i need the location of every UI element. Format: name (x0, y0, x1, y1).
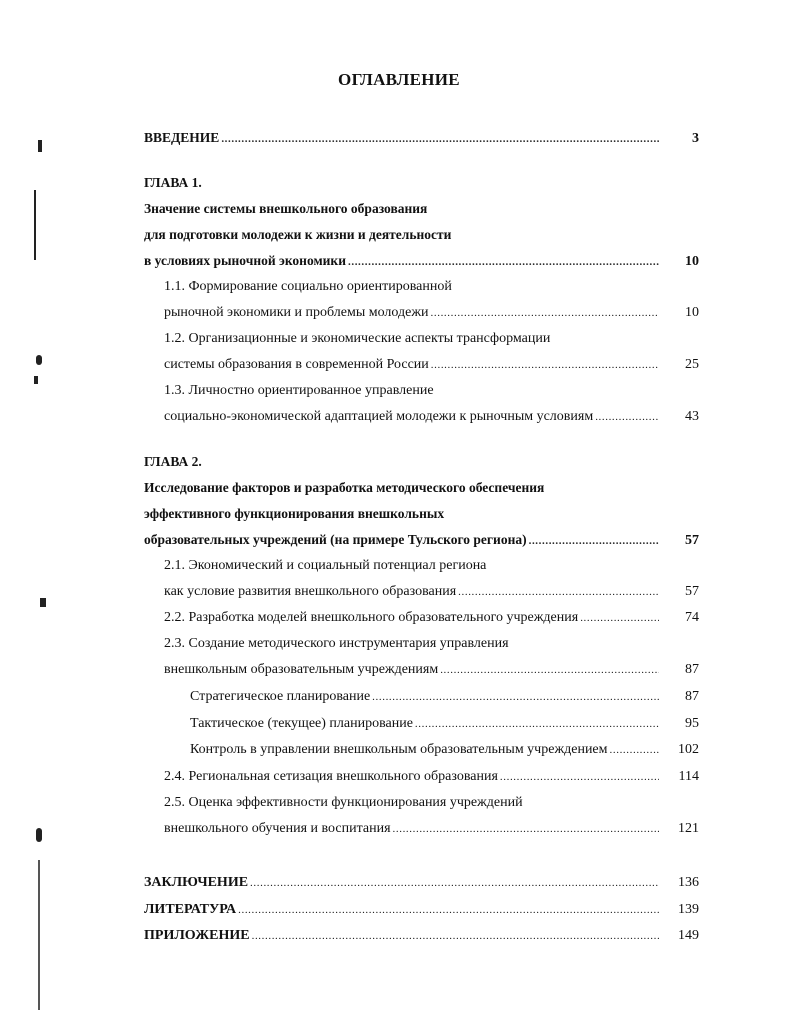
chapter-2-title-line: Исследование факторов и разработка методического обеспечения (144, 480, 545, 495)
scan-artifact (36, 355, 42, 365)
toc-entry-subsection: Тактическое (текущее) планирование ..... 95 (190, 714, 699, 734)
scan-artifact (36, 828, 42, 842)
section-2-5-line: 2.5. Оценка эффективности функционирования учреждений (164, 795, 523, 810)
scan-artifact (38, 860, 40, 1010)
section-1-1-line: 1.1. Формирование социально ориентированной (164, 279, 452, 294)
toc-entry-literature: ЛИТЕРАТУРА ..... 139 (144, 900, 699, 920)
page-title: ОГЛАВЛЕНИЕ (338, 70, 460, 89)
section-1-2-line: 1.2. Организационные и экономические аспекты трансформации (164, 331, 551, 346)
toc-entry-section-2-3: внешкольным образовательным учреждениям ..... 87 (164, 660, 699, 680)
scan-artifact (40, 598, 46, 607)
toc-entry-intro: ВВЕДЕНИЕ ..... 3 (144, 128, 699, 148)
chapter-2-title-line: эффективного функционирования внешкольных (144, 506, 445, 521)
section-2-1-line: 2.1. Экономический и социальный потенциал региона (164, 558, 487, 573)
toc-entry-subsection: Стратегическое планирование ..... 87 (190, 687, 699, 707)
toc-entry-section-2-4: 2.4. Региональная сетизация внешкольного образования ..... 114 (164, 767, 699, 787)
chapter-2-heading: ГЛАВА 2. (144, 454, 202, 469)
toc-entry-chapter-2: образовательных учреждений (на примере Тульского региона) ..... 57 (144, 530, 699, 550)
toc-entry-section-1-3: социально-экономической адаптацией молодежи к рыночным условиям ..... 43 (164, 407, 699, 427)
scan-artifact (34, 376, 38, 384)
toc-entry-appendix: ПРИЛОЖЕНИЕ ..... 149 (144, 926, 699, 946)
scan-artifact (38, 140, 42, 152)
toc-entry-subsection: Контроль в управлении внешкольным образовательным учреждением ..... 102 (190, 740, 699, 760)
toc-entry-conclusion: ЗАКЛЮЧЕНИЕ ..... 136 (144, 873, 699, 893)
toc-entry-section-2-1: как условие развития внешкольного образования ..... 57 (164, 582, 699, 602)
scan-artifact (34, 190, 36, 260)
toc-entry-section-1-2: системы образования в современной России ..... 25 (164, 355, 699, 375)
toc-entry-section-1-1: рыночной экономики и проблемы молодежи ..... 10 (164, 303, 699, 323)
toc-entry-section-2-5: внешкольного обучения и воспитания ..... 121 (164, 819, 699, 839)
chapter-1-title-line: Значение системы внешкольного образования (144, 201, 428, 216)
section-2-3-line: 2.3. Создание методического инструментария управления (164, 636, 509, 651)
chapter-1-heading: ГЛАВА 1. (144, 175, 202, 190)
toc-entry-chapter-1: в условиях рыночной экономики ..... 10 (144, 251, 699, 271)
section-1-3-line: 1.3. Личностно ориентированное управление (164, 383, 434, 398)
chapter-1-title-line: для подготовки молодежи к жизни и деятельности (144, 227, 452, 242)
toc-entry-section-2-2: 2.2. Разработка моделей внешкольного образовательного учреждения ..... 74 (164, 608, 699, 628)
